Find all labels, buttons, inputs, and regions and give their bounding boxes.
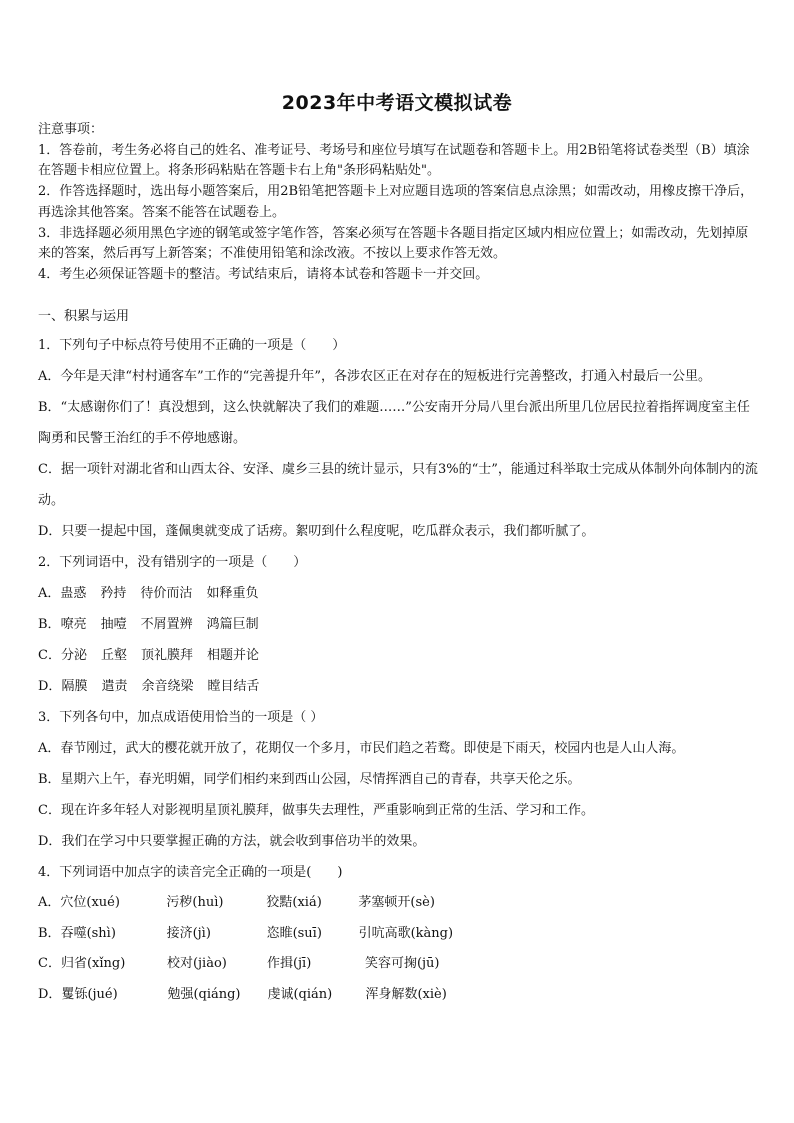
section-title: 一、积累与运用 (38, 309, 130, 324)
option-word: 余音绕梁 (141, 679, 194, 694)
option-word: 相题并论 (207, 648, 260, 663)
question-4-stem: 4．下列词语中加点字的读音完全正确的一项是( ) (38, 865, 343, 880)
question-4-option-b (38, 919, 760, 950)
option-word: 狡黠(xiá) (266, 895, 322, 910)
notice-item: 3．非选择题必须用黑色字迹的钢笔或签字笔作答，答案必须写在答题卡各题目指定区域内相应位置上；如需改动，先划掉原来的答案，然后再写上新答案；不准使用铅笔和涂改液。不按以上要求作答无效。 (38, 225, 749, 262)
option-word: 吞噬(shì) (60, 925, 116, 941)
option-word: 恣睢(suī) (266, 925, 322, 941)
option-word: 污秽(huì) (166, 895, 224, 910)
notice-item: 1．答卷前，考生务必将自己的姓名、准考证号、考场号和座位号填写在试题卷和答题卡上。用2B铅笔将试卷类型（B）填涂在答题卡相应位置上。将条形码粘贴在答题卡右上角"条形码粘贴处"。 (38, 142, 750, 179)
option-word: 引吭高歌(kàng) (358, 925, 454, 941)
option-label: D． (38, 986, 62, 1002)
option-word: 作揖(jī) (266, 956, 312, 971)
question-1-option-c: C．据一项针对湖北省和山西太谷、安泽、虞乡三县的统计显示，只有3%的“士”，能通过科举取士完成从体制外向体制内的流动。 (38, 462, 758, 508)
question-1-option-a: A．今年是天津“村村通客车”工作的“完善提升年”，各涉农区正在对存在的短板进行完善整改，打通入村最后一公里。 (38, 369, 711, 384)
page-title: 2023年中考语文模拟试卷 (281, 92, 513, 114)
question-4-option-d (38, 980, 760, 1011)
option-word: 待价而沽 (140, 586, 193, 601)
question-3-stem: 3．下列各句中，加点成语使用恰当的一项是（ ） (38, 710, 324, 725)
question-4-option-c (38, 949, 760, 980)
option-word: 矜持 (100, 586, 127, 601)
option-word: 笑容可掬(jū) (364, 956, 440, 971)
option-word: 隔膜 (61, 679, 88, 694)
option-word: 如释重负 (206, 586, 259, 601)
option-word: 鸿篇巨制 (206, 617, 259, 632)
question-1-option-b: B．“太感谢你们了！真没想到，这么快就解决了我们的难题……”公安南开分局八里台派出所里几位居民拉着指挥调度室主任陶勇和民警王治红的手不停地感谢。 (38, 400, 750, 446)
option-word: 不屑置辨 (140, 617, 193, 632)
option-word: 校对(jiào) (166, 956, 227, 971)
option-label: D． (38, 679, 62, 694)
option-word: 抽噎 (100, 617, 127, 632)
option-word: 归省(xǐng) (60, 956, 126, 971)
option-word: 遣责 (101, 679, 128, 694)
option-label: C． (38, 648, 61, 663)
option-word: 顶礼膜拜 (140, 648, 193, 663)
option-word: 丘壑 (100, 648, 127, 663)
notice-heading: 注意事项： (38, 122, 104, 137)
question-2-option-a (38, 578, 760, 609)
question-2-option-c (38, 640, 760, 671)
question-3-option-a: A．春节刚过，武大的樱花就开放了，花期仅一个多月，市民们趋之若鹜。即使是下雨天，校园内也是人山人海。 (38, 741, 685, 756)
option-word: 分泌 (60, 648, 87, 663)
question-2-stem: 2．下列词语中，没有错别字的一项是（ ） (38, 555, 307, 570)
option-word: 浑身解数(xiè) (365, 986, 447, 1002)
question-4-option-a (38, 888, 760, 919)
option-word: 矍铄(jué) (61, 986, 118, 1002)
question-2-option-d (38, 671, 760, 702)
option-label: A． (38, 586, 61, 601)
option-word: 蛊惑 (60, 586, 87, 601)
question-3-option-b: B．星期六上午，春光明媚，同学们相约来到西山公园，尽情挥洒自己的青春，共享天伦之乐。 (38, 772, 581, 787)
option-word: 虔诚(qián) (267, 986, 333, 1002)
question-3-option-d: D．我们在学习中只要掌握正确的方法，就会收到事倍功半的效果。 (38, 834, 426, 849)
question-1-stem: 1．下列句子中标点符号使用不正确的一项是（ ） (38, 338, 346, 353)
option-word: 嘹亮 (60, 617, 87, 632)
option-word: 穴位(xué) (60, 895, 120, 910)
questions-block (38, 330, 760, 1010)
option-label: B． (38, 925, 61, 941)
option-label: A． (38, 895, 61, 910)
option-word: 瞠目结舌 (207, 679, 260, 694)
option-word: 接济(jì) (166, 925, 211, 941)
question-1-option-d: D．只要一提起中国，蓬佩奥就变成了话痨。絮叨到什么程度呢，吃瓜群众表示，我们都听腻了。 (38, 524, 595, 539)
option-word: 勉强(qiáng) (167, 986, 241, 1002)
notice-item: 2．作答选择题时，选出每小题答案后，用2B铅笔把答题卡上对应题目选项的答案信息点涂黑；如需改动，用橡皮擦干净后，再选涂其他答案。答案不能答在试题卷上。 (38, 184, 754, 220)
question-2-option-b (38, 609, 760, 640)
option-label: B． (38, 617, 61, 632)
option-label: C． (38, 956, 61, 971)
option-word: 茅塞顿开(sè) (358, 895, 435, 910)
question-3-option-c: C．现在许多年轻人对影视明星顶礼膜拜，做事失去理性，严重影响到正常的生活、学习和工作。 (38, 803, 594, 818)
notice-block (38, 120, 760, 286)
notice-item: 4．考生必须保证答题卡的整洁。考试结束后，请将本试卷和答题卡一并交回。 (38, 266, 489, 282)
